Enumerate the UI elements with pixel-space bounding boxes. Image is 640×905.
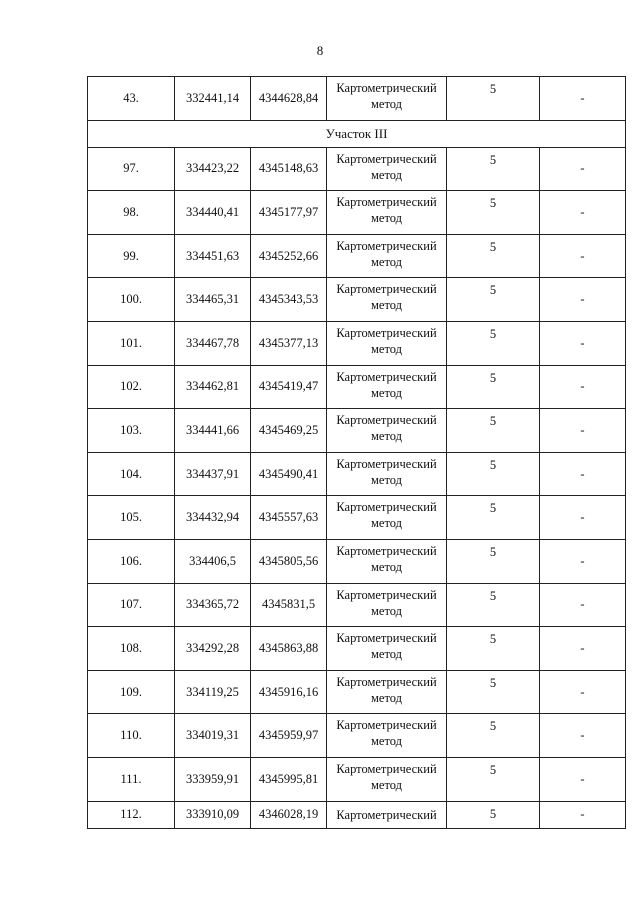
accuracy-cell: 5 bbox=[447, 452, 540, 496]
point-number: 105. bbox=[88, 496, 175, 540]
point-number: 100. bbox=[88, 278, 175, 322]
table-row bbox=[88, 191, 626, 235]
coordinate-y: 4345377,13 bbox=[251, 321, 327, 365]
method-line-1: Картометрический bbox=[336, 325, 437, 340]
note-cell: - bbox=[540, 278, 626, 322]
coordinate-x: 334451,63 bbox=[175, 234, 251, 278]
method-line-2: метод bbox=[370, 385, 402, 400]
point-number: 112. bbox=[88, 801, 175, 828]
method-line-1: Картометрический bbox=[336, 718, 437, 733]
coordinate-y: 4345916,16 bbox=[251, 670, 327, 714]
method-line-2: метод bbox=[370, 690, 402, 705]
coordinate-y: 4345490,41 bbox=[251, 452, 327, 496]
method-cell bbox=[327, 234, 447, 278]
coordinate-y: 4345419,47 bbox=[251, 365, 327, 409]
accuracy-cell: 5 bbox=[447, 714, 540, 758]
note-cell: - bbox=[540, 321, 626, 365]
table-row bbox=[88, 77, 626, 121]
coordinate-y: 4345863,88 bbox=[251, 627, 327, 671]
accuracy-cell: 5 bbox=[447, 365, 540, 409]
point-number: 43. bbox=[88, 77, 175, 121]
note-cell: - bbox=[540, 409, 626, 453]
accuracy-cell: 5 bbox=[447, 670, 540, 714]
coordinate-x: 334467,78 bbox=[175, 321, 251, 365]
point-number: 106. bbox=[88, 539, 175, 583]
note-cell: - bbox=[540, 191, 626, 235]
method-line-2: метод bbox=[370, 254, 402, 269]
note-cell: - bbox=[540, 539, 626, 583]
method-cell bbox=[327, 670, 447, 714]
note-cell: - bbox=[540, 801, 626, 828]
coordinate-y: 4345252,66 bbox=[251, 234, 327, 278]
method-cell bbox=[327, 278, 447, 322]
method-cell bbox=[327, 147, 447, 191]
section-title: Участок III bbox=[88, 120, 626, 147]
coordinate-x: 334437,91 bbox=[175, 452, 251, 496]
method-cell bbox=[327, 583, 447, 627]
coordinate-x: 334465,31 bbox=[175, 278, 251, 322]
section-header-row bbox=[88, 120, 626, 147]
accuracy-cell: 5 bbox=[447, 496, 540, 540]
point-number: 103. bbox=[88, 409, 175, 453]
note-cell: - bbox=[540, 365, 626, 409]
coordinate-x: 334119,25 bbox=[175, 670, 251, 714]
point-number: 102. bbox=[88, 365, 175, 409]
point-number: 107. bbox=[88, 583, 175, 627]
accuracy-cell: 5 bbox=[447, 147, 540, 191]
accuracy-cell: 5 bbox=[447, 278, 540, 322]
coordinate-y: 4344628,84 bbox=[251, 77, 327, 121]
method-line-1: Картометрический bbox=[336, 761, 437, 776]
method-cell bbox=[327, 757, 447, 801]
table-row bbox=[88, 234, 626, 278]
method-line-2: метод bbox=[370, 472, 402, 487]
accuracy-cell: 5 bbox=[447, 191, 540, 235]
method-line-1: Картометрический bbox=[336, 674, 437, 689]
note-cell: - bbox=[540, 670, 626, 714]
method-line-2: метод bbox=[370, 647, 402, 662]
coordinate-y: 4345995,81 bbox=[251, 757, 327, 801]
table-row bbox=[88, 321, 626, 365]
coordinate-x: 332441,14 bbox=[175, 77, 251, 121]
table-row bbox=[88, 278, 626, 322]
coordinate-y: 4345831,5 bbox=[251, 583, 327, 627]
page-number: 8 bbox=[316, 43, 324, 58]
method-cell bbox=[327, 365, 447, 409]
method-line-2: метод bbox=[370, 167, 402, 182]
accuracy-cell: 5 bbox=[447, 234, 540, 278]
coordinate-x: 334292,28 bbox=[175, 627, 251, 671]
method-cell bbox=[327, 321, 447, 365]
point-number: 109. bbox=[88, 670, 175, 714]
accuracy-cell: 5 bbox=[447, 757, 540, 801]
method-cell bbox=[327, 539, 447, 583]
coordinate-y: 4345469,25 bbox=[251, 409, 327, 453]
point-number: 110. bbox=[88, 714, 175, 758]
table-row bbox=[88, 539, 626, 583]
method-line-1: Картометрический bbox=[336, 631, 437, 646]
accuracy-cell: 5 bbox=[447, 409, 540, 453]
coordinate-x: 334019,31 bbox=[175, 714, 251, 758]
accuracy-cell: 5 bbox=[447, 539, 540, 583]
coordinate-x: 333910,09 bbox=[175, 801, 251, 828]
point-number: 98. bbox=[88, 191, 175, 235]
point-number: 104. bbox=[88, 452, 175, 496]
coordinate-x: 334441,66 bbox=[175, 409, 251, 453]
note-cell: - bbox=[540, 714, 626, 758]
point-number: 108. bbox=[88, 627, 175, 671]
accuracy-cell: 5 bbox=[447, 77, 540, 121]
table-row bbox=[88, 757, 626, 801]
method-cell bbox=[327, 627, 447, 671]
coordinate-x: 334440,41 bbox=[175, 191, 251, 235]
method-line-2: метод bbox=[370, 298, 402, 313]
method-line-2: метод bbox=[370, 777, 402, 792]
method-cell bbox=[327, 452, 447, 496]
method-cell bbox=[327, 409, 447, 453]
point-number: 101. bbox=[88, 321, 175, 365]
method-line-1: Картометрический bbox=[336, 282, 437, 297]
method-line-2: метод bbox=[370, 734, 402, 749]
method-line-2: метод bbox=[370, 603, 402, 618]
note-cell: - bbox=[540, 77, 626, 121]
note-cell: - bbox=[540, 757, 626, 801]
note-cell: - bbox=[540, 147, 626, 191]
table-row bbox=[88, 670, 626, 714]
accuracy-cell: 5 bbox=[447, 627, 540, 671]
coordinate-y: 4345177,97 bbox=[251, 191, 327, 235]
method-line-1: Картометрический bbox=[336, 238, 437, 253]
method-line-1: Картометрический bbox=[336, 81, 437, 95]
coordinate-x: 333959,91 bbox=[175, 757, 251, 801]
coordinate-x: 334365,72 bbox=[175, 583, 251, 627]
method-line-1: Картометрический bbox=[336, 369, 437, 384]
note-cell: - bbox=[540, 627, 626, 671]
method-line-1: Картометрический bbox=[336, 456, 437, 471]
method-cell bbox=[327, 714, 447, 758]
method-cell: Картометрический bbox=[327, 801, 447, 828]
coordinate-y: 4345959,97 bbox=[251, 714, 327, 758]
table-row bbox=[88, 801, 626, 828]
method-line-1: Картометрический bbox=[336, 587, 437, 602]
table-row bbox=[88, 627, 626, 671]
coordinate-x: 334423,22 bbox=[175, 147, 251, 191]
table-row bbox=[88, 409, 626, 453]
point-number: 99. bbox=[88, 234, 175, 278]
point-number: 111. bbox=[88, 757, 175, 801]
method-line-2: метод bbox=[370, 211, 402, 226]
method-line-1: Картометрический bbox=[336, 500, 437, 515]
coordinates-table bbox=[87, 76, 626, 829]
method-line-2: метод bbox=[370, 559, 402, 574]
coordinate-x: 334406,5 bbox=[175, 539, 251, 583]
method-line-2: метод bbox=[370, 516, 402, 531]
table-row bbox=[88, 452, 626, 496]
method-cell bbox=[327, 191, 447, 235]
method-line-1: Картометрический bbox=[336, 151, 437, 166]
method-line-2: метод bbox=[370, 429, 402, 444]
note-cell: - bbox=[540, 234, 626, 278]
table-row bbox=[88, 365, 626, 409]
note-cell: - bbox=[540, 496, 626, 540]
coordinate-y: 4345148,63 bbox=[251, 147, 327, 191]
coordinates-table-body bbox=[88, 77, 626, 829]
accuracy-cell: 5 bbox=[447, 801, 540, 828]
method-line-2: метод bbox=[370, 341, 402, 356]
note-cell: - bbox=[540, 452, 626, 496]
table-row bbox=[88, 147, 626, 191]
method-line-1: Картометрический bbox=[336, 413, 437, 428]
table-row bbox=[88, 714, 626, 758]
coordinate-x: 334462,81 bbox=[175, 365, 251, 409]
accuracy-cell: 5 bbox=[447, 321, 540, 365]
accuracy-cell: 5 bbox=[447, 583, 540, 627]
method-cell bbox=[327, 77, 447, 121]
coordinate-y: 4345557,63 bbox=[251, 496, 327, 540]
coordinate-y: 4345805,56 bbox=[251, 539, 327, 583]
coordinate-y: 4345343,53 bbox=[251, 278, 327, 322]
note-cell: - bbox=[540, 583, 626, 627]
coordinate-y: 4346028,19 bbox=[251, 801, 327, 828]
method-line-1: Картометрический bbox=[336, 543, 437, 558]
coordinate-x: 334432,94 bbox=[175, 496, 251, 540]
table-row bbox=[88, 583, 626, 627]
method-line-2: метод bbox=[370, 97, 402, 111]
point-number: 97. bbox=[88, 147, 175, 191]
method-line-1: Картометрический bbox=[336, 195, 437, 210]
method-cell bbox=[327, 496, 447, 540]
table-row bbox=[88, 496, 626, 540]
